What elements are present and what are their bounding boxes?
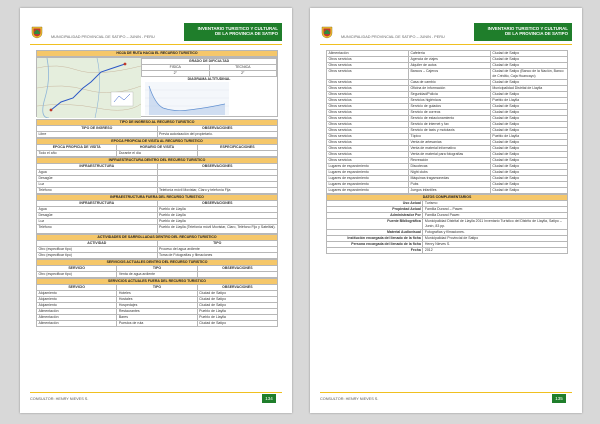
services-continued-cell: Ciudad de Satipo — [490, 182, 567, 188]
services-outside-cell: Ciudad de Satipo — [197, 321, 277, 327]
page-footer — [320, 394, 572, 404]
services-outside-cell: Restaurantes — [117, 309, 197, 315]
services-continued-cell: Ciudad de Satipo — [490, 152, 567, 158]
infra-outside-cell: Pueblo de Llaylla (Telefonía móvil Movistar, Claro, Teléfono Fijo y Satelital). — [157, 225, 278, 234]
services-continued-cell: Servicios higiénicos — [408, 98, 490, 104]
services-continued-cell: Otros servicios — [327, 80, 409, 86]
services-continued-cell: Máquinas tragamonedas — [408, 176, 490, 182]
consultant-name: CONSULTOR: HENRY NIEVES S. — [30, 397, 89, 401]
services-continued-cell: Juegos infantiles — [408, 188, 490, 194]
difficulty-col-physical: FISICA — [142, 65, 210, 71]
infra-outside-cell: Pueblo de Llaylla — [157, 213, 278, 219]
difficulty-col-technical: TECNICA — [209, 65, 277, 71]
services-continued-cell: Municipalidad Distrital de Llaylla — [490, 86, 567, 92]
table-row — [327, 248, 568, 254]
services-outside-col-service: SERVICIO — [37, 285, 117, 291]
infra-outside-cell: Pueblo de Llaylla — [157, 219, 278, 225]
services-continued-cell: Recreación — [408, 158, 490, 164]
activities-col-type: TIPO — [157, 241, 278, 247]
table-row — [37, 253, 278, 259]
services-outside-cell: Ciudad de Satipo — [197, 303, 277, 309]
access-obs-value: Previa autorización del propietario. — [157, 132, 278, 138]
difficulty-box — [141, 58, 277, 116]
services-outside-cell: Ciudad de Satipo — [197, 297, 277, 303]
difficulty-table — [141, 58, 277, 82]
table-row — [327, 219, 568, 230]
season-col-epoch: EPOCA PROPICIA DE VISITA — [37, 145, 117, 151]
complementary-value: Henry Nieves S. — [423, 242, 568, 248]
complementary-label: Fecha — [327, 248, 423, 254]
complementary-body — [327, 201, 568, 254]
services-outside-cell: Alojamiento — [37, 303, 117, 309]
table-row — [37, 321, 278, 327]
services-continued-cell: Otros servicios — [327, 110, 409, 116]
services-outside-cell: Alimentación — [37, 315, 117, 321]
services-continued-cell: Ciudad de Satipo (Banco de la Nación, Banco de Crédito, Caja Huancayo) — [490, 69, 567, 80]
services-outside-cell: Puestos de ruta — [117, 321, 197, 327]
season-table — [36, 138, 278, 157]
activities-table — [36, 234, 278, 259]
infra-outside-cell: Luz — [37, 219, 158, 225]
activities-cell: Proceso del agua ardiente — [157, 247, 278, 253]
services-continued-cell: Otros servicios — [327, 128, 409, 134]
services-continued-cell: Otros servicios — [327, 134, 409, 140]
services-continued-cell: Lugares de esparcimiento — [327, 176, 409, 182]
services-continued-cell: Otros servicios — [327, 122, 409, 128]
services-continued-cell: Ciudad de Satipo — [490, 146, 567, 152]
services-continued-cell: Otros servicios — [327, 63, 409, 69]
season-spec-value — [197, 151, 277, 157]
complementary-label: Propiedad Actual — [327, 207, 423, 213]
services-outside-cell: Pueblo de Llaylla — [197, 309, 277, 315]
activities-title: ACTIVIDADES DE SARROLLADAS DENTRO DEL RECURSO TURISTICO — [37, 235, 278, 241]
left-content — [36, 50, 278, 327]
infra-inside-cell: Agua — [37, 170, 158, 176]
complementary-label: Uso Actual — [327, 201, 423, 207]
season-title: EPOCA PROPICIA DE VISITA AL RECURSO TURISTICO — [37, 139, 278, 145]
services-continued-cell: Otros servicios — [327, 57, 409, 63]
services-outside-cell: Alojamiento — [37, 297, 117, 303]
inventory-title-box — [184, 23, 282, 41]
services-outside-cell: Alimentación — [37, 309, 117, 315]
services-continued-cell: Ciudad de Satipo — [490, 92, 567, 98]
services-continued-cell: Ciudad de Satipo — [490, 158, 567, 164]
season-col-spec: ESPECIFICACIONES — [197, 145, 277, 151]
services-outside-cell: Hospedajes — [117, 303, 197, 309]
table-row — [327, 188, 568, 194]
services-continued-cell: Venta de artesanías — [408, 140, 490, 146]
services-continued-cell: Alquiler de autos — [408, 63, 490, 69]
services-inside-cell: Otro (especificar tipo) — [37, 272, 117, 278]
inventory-title-line2: DE LA PROVINCIA DE SATIPO — [214, 31, 278, 36]
services-continued-cell: Ciudad de Satipo — [490, 164, 567, 170]
services-outside-cell: Alojamiento — [37, 291, 117, 297]
infra-outside-cell: Pueblo de Llaylla — [157, 207, 278, 213]
services-continued-cell: Casa de cambio — [408, 80, 490, 86]
infra-outside-col-obs: OBSERVACIONES — [157, 201, 278, 207]
services-continued-cell: Venta de material informativo — [408, 146, 490, 152]
season-hours-value: Durante el día — [117, 151, 197, 157]
services-inside-col-service: SERVICIO — [37, 266, 117, 272]
access-table — [36, 119, 278, 138]
page-header — [320, 23, 572, 43]
services-continued-cell: Ciudad de Satipo — [490, 110, 567, 116]
services-continued-cell: Otros servicios — [327, 152, 409, 158]
infra-outside-cell: Desagüe — [37, 213, 158, 219]
services-continued-cell: Oficina de información — [408, 86, 490, 92]
infra-inside-col-obs: OBSERVACIONES — [157, 164, 278, 170]
services-continued-cell: Night clubs — [408, 170, 490, 176]
inventory-title-box — [474, 23, 572, 41]
difficulty-technical-value: 2° — [209, 71, 277, 77]
page-header — [30, 23, 282, 43]
services-continued-cell: Servicio de taxis y mototaxis — [408, 128, 490, 134]
services-continued-cell: Ciudad de Satipo — [490, 188, 567, 194]
services-continued-cell: Cafetería — [408, 51, 490, 57]
municipality-name: MUNICIPALIDAD PROVINCIAL DE SATIPO – JUNIN - PERU — [341, 35, 445, 39]
services-continued-cell: Venta de material para fotografías — [408, 152, 490, 158]
services-continued-cell: Servicio de correos — [408, 110, 490, 116]
services-continued-cell: Ciudad de Satipo — [490, 128, 567, 134]
services-outside-cell: Hoteles — [117, 291, 197, 297]
services-continued-cell: Servicio de estacionamiento — [408, 116, 490, 122]
access-type-value: Libre — [37, 132, 158, 138]
services-continued-cell: Servicio de internet y fax — [408, 122, 490, 128]
season-col-hours: HORARIO DE VISITA — [117, 145, 197, 151]
services-continued-cell: Ciudad de Satipo — [490, 57, 567, 63]
services-continued-cell: Otros servicios — [327, 146, 409, 152]
activities-col-activity: ACTIVIDAD — [37, 241, 158, 247]
route-map — [37, 58, 141, 118]
inventory-title-line1: INVENTARIO TURISTICO Y CULTURAL — [197, 26, 278, 31]
footer-rule — [30, 392, 282, 393]
consultant-name: CONSULTOR: HENRY NIEVES S. — [320, 397, 379, 401]
municipal-logo — [30, 25, 44, 39]
access-col-type: TIPO DE INGRESO — [37, 126, 158, 132]
route-map-section — [36, 57, 278, 117]
activities-cell: Toma de Fotografías y filmaciones — [157, 253, 278, 259]
access-col-obs: OBSERVACIONES — [157, 126, 278, 132]
services-outside-cell: Bares — [117, 315, 197, 321]
services-continued-cell: Pubs — [408, 182, 490, 188]
services-continued-cell: Lugares de esparcimiento — [327, 164, 409, 170]
services-continued-cell: Ciudad de Satipo — [490, 63, 567, 69]
table-row — [327, 69, 568, 80]
services-continued-cell: Lugares de esparcimiento — [327, 182, 409, 188]
map-title: HOJA DE RUTA HACIA EL RECURSO TURISTICO — [37, 51, 278, 57]
footer-rule — [320, 392, 572, 393]
services-continued-cell: Ciudad de Satipo — [490, 170, 567, 176]
services-inside-title: SERVICIOS ACTUALES DENTRO DEL RECURSO TURISTICO — [37, 260, 278, 266]
complementary-value: Municipalidad Distrital de Llaylla 2011 Inventario Turístico del Distrito de Llaylla, Satipo – Junín, 83 pp. — [423, 219, 568, 230]
infra-inside-title: INFRAESTRUCTURA DENTRO DEL RECURSO TURISTICO — [37, 158, 278, 164]
municipal-logo — [320, 25, 334, 39]
services-outside-table — [36, 278, 278, 327]
infra-inside-cell: Teléfono — [37, 188, 158, 194]
complementary-value: Turismo — [423, 201, 568, 207]
services-continued-cell: Ciudad de Satipo — [490, 176, 567, 182]
services-inside-col-type: TIPO — [117, 266, 197, 272]
services-continued-cell: Lugares de esparcimiento — [327, 188, 409, 194]
infra-inside-col-infra: INFRAESTRUCTURA — [37, 164, 158, 170]
page-number: 135 — [552, 394, 566, 403]
services-continued-cell: Servicio de guiados — [408, 104, 490, 110]
header-rule — [320, 44, 572, 45]
services-continued-cell: Discotecas — [408, 164, 490, 170]
complementary-title: DATOS COMPLEMENTARIOS — [327, 195, 568, 201]
table-row — [37, 188, 278, 194]
services-continued-cell: Pueblo de Llaylla — [490, 134, 567, 140]
services-continued-cell: Otros servicios — [327, 116, 409, 122]
services-continued-cell: Ciudad de Satipo — [490, 140, 567, 146]
services-outside-col-obs: OBSERVACIONES — [197, 285, 277, 291]
complementary-label: Administrador Por — [327, 213, 423, 219]
complementary-table — [326, 194, 568, 254]
complementary-value: Familia Durand – Pawer. — [423, 207, 568, 213]
right-page — [310, 8, 582, 413]
complementary-label: Fuente Bibliográfica — [327, 219, 423, 230]
infra-inside-cell: Telefonía móvil Movistar, Claro y telefonía Fija — [157, 188, 278, 194]
services-continued-cell: Otros servicios — [327, 98, 409, 104]
table-row — [37, 272, 278, 278]
services-outside-cell: Alimentación — [37, 321, 117, 327]
complementary-value: 2012 — [423, 248, 568, 254]
access-title: TIPO DE INGRESO AL RECURSO TURISTICO — [37, 120, 278, 126]
services-continued-cell: Seguridad/Policía — [408, 92, 490, 98]
services-outside-cell: Pueblo de Llaylla — [197, 315, 277, 321]
services-continued-cell: Ciudad de Satipo — [490, 104, 567, 110]
services-continued-cell: Lugares de esparcimiento — [327, 170, 409, 176]
right-content — [326, 50, 568, 254]
altitude-diagram-title: DIAGRAMA ALTITUDINAL — [142, 77, 277, 83]
infra-inside-cell: Luz — [37, 182, 158, 188]
infra-outside-table — [36, 194, 278, 234]
services-continued-cell: Ciudad de Satipo — [490, 51, 567, 57]
inventory-title-line1: INVENTARIO TURISTICO Y CULTURAL — [487, 26, 568, 31]
services-continued-cell: Otros servicios — [327, 158, 409, 164]
municipality-name: MUNICIPALIDAD PROVINCIAL DE SATIPO – JUNIN - PERU — [51, 35, 155, 39]
infra-inside-table — [36, 157, 278, 194]
season-epoch-value: Todo el año — [37, 151, 117, 157]
activities-cell: Otro (especificar tipo) — [37, 247, 158, 253]
services-continued-cell: Otros servicios — [327, 92, 409, 98]
difficulty-physical-value: 2° — [142, 71, 210, 77]
complementary-label: Persona encargada del llenado de la ficha — [327, 242, 423, 248]
services-inside-col-obs: OBSERVACIONES — [197, 266, 277, 272]
services-outside-cell: Hostales — [117, 297, 197, 303]
services-continued-cell: Agencia de viajes — [408, 57, 490, 63]
complementary-value: Familia Durand Pawer. — [423, 213, 568, 219]
complementary-label: Institución encargada del llenado de la ficha — [327, 236, 423, 242]
header-rule — [30, 44, 282, 45]
services-continued-cell: Bancos – Cajeros — [408, 69, 490, 80]
services-continued-cell: Otros servicios — [327, 69, 409, 80]
table-row — [37, 225, 278, 234]
services-outside-title: SERVICIOS ACTUALES FUERA DEL RECURSO TURISTICO — [37, 279, 278, 285]
activities-cell: Otro (especificar tipo) — [37, 253, 158, 259]
infra-outside-cell: Teléfono — [37, 225, 158, 234]
services-continued-cell: Otros servicios — [327, 140, 409, 146]
services-continued-cell: Ciudad de Satipo — [490, 122, 567, 128]
complementary-value: Fotografías y filmaciones. — [423, 230, 568, 236]
services-continued-body — [327, 51, 568, 194]
services-continued-cell: Tópico — [408, 134, 490, 140]
altitude-diagram — [145, 82, 229, 115]
complementary-label: Material Audiovisual — [327, 230, 423, 236]
map-title-table — [36, 50, 278, 57]
page-footer — [30, 394, 282, 404]
services-inside-cell: Venta de agua ardiente — [117, 272, 197, 278]
infra-outside-col-infra: INFRAESTRUCTURA — [37, 201, 158, 207]
services-inside-cell — [197, 272, 277, 278]
complementary-value: Municipalidad Provincial de Satipo — [423, 236, 568, 242]
services-continued-cell: Pueblo de Llaylla — [490, 98, 567, 104]
infra-inside-cell: Desagüe — [37, 176, 158, 182]
inventory-title-line2: DE LA PROVINCIA DE SATIPO — [504, 31, 568, 36]
infra-outside-cell: Agua — [37, 207, 158, 213]
services-continued-cell: Alimentación — [327, 51, 409, 57]
page-number: 134 — [262, 394, 276, 403]
services-continued-table — [326, 50, 568, 194]
services-continued-cell: Otros servicios — [327, 86, 409, 92]
services-continued-cell: Ciudad de Satipo — [490, 80, 567, 86]
services-continued-cell: Otros servicios — [327, 104, 409, 110]
left-page — [20, 8, 292, 413]
services-continued-cell: Ciudad de Satipo — [490, 116, 567, 122]
services-outside-col-type: TIPO — [117, 285, 197, 291]
difficulty-title: GRADO DE DIFICULTAD — [142, 59, 277, 65]
services-outside-cell: Ciudad de Satipo — [197, 291, 277, 297]
services-inside-table — [36, 259, 278, 278]
infra-outside-title: INFRAESTRUCTURA FUERA DEL RECURSO TURISTICO — [37, 195, 278, 201]
